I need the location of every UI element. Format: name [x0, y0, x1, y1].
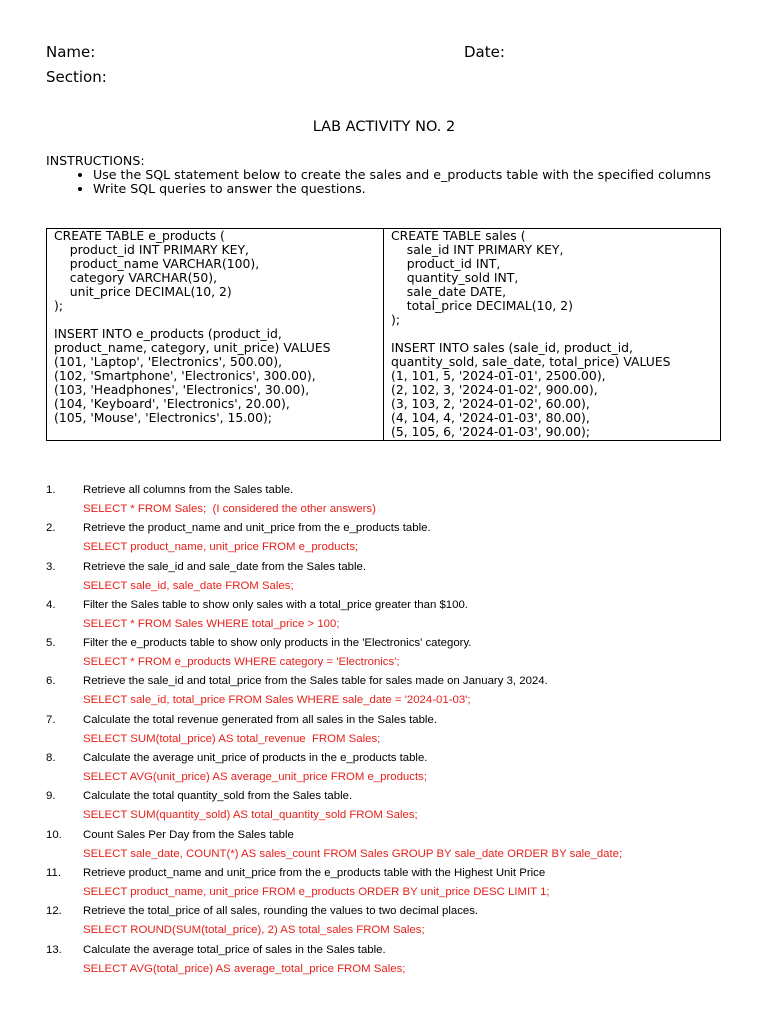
sql-statements-table [46, 228, 721, 441]
question-number: 8. [46, 752, 56, 765]
question-number: 7. [46, 713, 56, 726]
answer-query: SELECT sale_id, total_price FROM Sales WHERE sale_date = '2024-01-03'; [83, 694, 471, 707]
question-text: Retrieve the sale_id and sale_date from the Sales table. [83, 560, 367, 573]
question-number: 11. [46, 866, 61, 879]
e-products-sql-cell [47, 229, 384, 441]
question-number: 10. [46, 828, 62, 841]
instructions-list [46, 168, 726, 196]
section-label: Section: [46, 68, 107, 86]
question-item [46, 481, 746, 519]
question-number: 9. [46, 790, 56, 803]
question-item [46, 941, 746, 979]
question-number: 6. [46, 675, 56, 688]
question-item [46, 634, 746, 672]
answer-query: SELECT * FROM Sales WHERE total_price > 100; [83, 617, 340, 630]
answer-query: SELECT AVG(unit_price) AS average_unit_price FROM e_products; [83, 771, 427, 784]
answer-query: SELECT SUM(quantity_sold) AS total_quantity_sold FROM Sales; [83, 809, 418, 822]
question-number: 12. [46, 905, 62, 918]
answer-query: SELECT sale_id, sale_date FROM Sales; [83, 579, 294, 592]
question-item [46, 864, 746, 902]
create-sales-statement: CREATE TABLE sales ( sale_id INT PRIMARY KEY, product_id INT, quantity_sold INT, sale_date DATE, total_price DECIMAL(10, 2) ); [391, 228, 573, 327]
answer-query: SELECT product_name, unit_price FROM e_products; [83, 541, 359, 554]
insert-sales-statement: INSERT INTO sales (sale_id, product_id, quantity_sold, sale_date, total_price) VALUES (1, 101, 5, '2024-01-01', 2500.00), (2, 102, 3, '2024-01-02', 900.00), (3, 103, 2, '2024-01-02', 60.00), (4, 104, 4, '2024-01-03', 80.00), (5, 105, 6, '2024-01-03', 90.00); [391, 340, 671, 439]
question-text: Calculate the total quantity_sold from the Sales table. [83, 790, 353, 803]
answer-query: SELECT * FROM Sales; (I considered the other answers) [83, 503, 376, 515]
question-text: Retrieve the total_price of all sales, rounding the values to two decimal places. [83, 905, 479, 918]
answer-query: SELECT sale_date, COUNT(*) AS sales_count FROM Sales GROUP BY sale_date ORDER BY sale_date; [83, 847, 623, 860]
answer-query: SELECT AVG(total_price) AS average_total_price FROM Sales; [83, 962, 406, 975]
question-text: Filter the Sales table to show only sales with a total_price greater than $100. [83, 598, 468, 611]
question-text: Calculate the total revenue generated from all sales in the Sales table. [83, 713, 437, 726]
question-number: 1. [46, 484, 56, 496]
page-title: LAB ACTIVITY NO. 2 [312, 119, 456, 135]
question-text: Filter the e_products table to show only products in the 'Electronics' category. [83, 637, 472, 650]
question-item [46, 596, 746, 634]
question-number: 4. [46, 598, 56, 611]
instructions-heading: INSTRUCTIONS: [46, 153, 145, 168]
instruction-item: • Use the SQL statement below to create the sales and e_products table with the specified columns [93, 168, 726, 182]
question-item [46, 558, 746, 596]
question-item [46, 749, 746, 787]
insert-e-products-statement: INSERT INTO e_products (product_id, product_name, category, unit_price) VALUES (101, 'Laptop', 'Electronics', 500.00), (102, 'Smartphone', 'Electronics', 300.00), (103, 'Headphones', 'Electronics', 30.00), (104, 'Keyboard', 'Electronics', 20.00), (105, 'Mouse', 'Electronics', 15.00); [54, 326, 331, 425]
question-text: Calculate the average total_price of sales in the Sales table. [83, 943, 386, 956]
question-number: 13. [46, 943, 62, 956]
question-text: Count Sales Per Day from the Sales table [83, 828, 294, 841]
instructions [46, 154, 726, 196]
question-item [46, 519, 746, 557]
date-label: Date: [464, 43, 505, 61]
answer-query: SELECT ROUND(SUM(total_price), 2) AS total_sales FROM Sales; [83, 924, 425, 937]
question-text: Retrieve all columns from the Sales table. [83, 484, 294, 496]
question-number: 2. [46, 522, 56, 535]
question-text: Calculate the average unit_price of products in the e_products table. [83, 752, 428, 765]
questions-list [46, 481, 746, 979]
question-item [46, 902, 746, 940]
question-item [46, 826, 746, 864]
create-e-products-statement: CREATE TABLE e_products ( product_id INT PRIMARY KEY, product_name VARCHAR(100), category VARCHAR(50), unit_price DECIMAL(10, 2) ); [54, 228, 260, 313]
question-text: Retrieve the product_name and unit_price from the e_products table. [83, 522, 431, 535]
answer-query: SELECT * FROM e_products WHERE category = 'Electronics'; [83, 656, 400, 669]
question-item [46, 711, 746, 749]
answer-query: SELECT product_name, unit_price FROM e_products ORDER BY unit_price DESC LIMIT 1; [83, 885, 550, 898]
question-item [46, 787, 746, 825]
instruction-item: • Write SQL queries to answer the questions. [93, 182, 726, 196]
answer-query: SELECT SUM(total_price) AS total_revenue FROM Sales; [83, 732, 381, 745]
question-number: 3. [46, 560, 56, 573]
question-number: 5. [46, 637, 56, 650]
name-label: Name: [46, 43, 96, 61]
sales-sql-cell [384, 229, 721, 441]
question-text: Retrieve product_name and unit_price from the e_products table with the Highest Unit Price [83, 866, 546, 879]
question-item [46, 672, 746, 710]
question-text: Retrieve the sale_id and total_price from the Sales table for sales made on January 3, 2024. [83, 675, 548, 688]
